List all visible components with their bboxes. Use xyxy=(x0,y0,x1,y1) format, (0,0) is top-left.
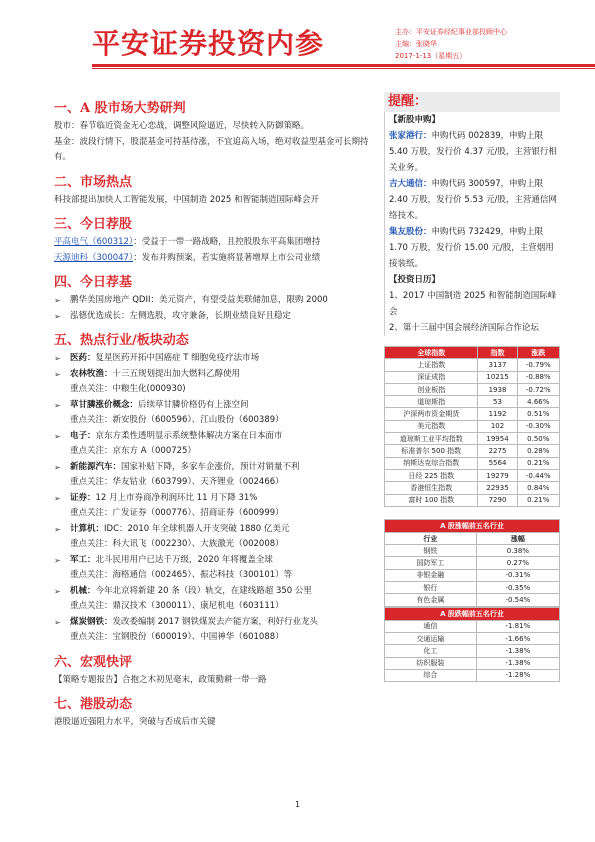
industry-item xyxy=(54,584,379,600)
table-row xyxy=(385,645,560,657)
table-cell: 0.50% xyxy=(517,433,559,445)
industry-item xyxy=(54,460,379,476)
table-cell: 1192 xyxy=(478,408,517,420)
industry-tag: 计算机： xyxy=(70,523,105,534)
table-cell: 0.84% xyxy=(517,482,559,494)
industry-focus: 重点关注：中粮生化(000930) xyxy=(70,384,186,394)
table-cell: -0.35% xyxy=(476,582,559,594)
table-cell: 香港恒生指数 xyxy=(385,482,478,494)
table-cell: 10215 xyxy=(478,371,517,383)
stock-link[interactable]: 天源迪科（300047） xyxy=(54,252,134,263)
industry-list xyxy=(54,351,379,646)
table-row xyxy=(385,569,560,581)
table-cell: 4.66% xyxy=(517,396,559,408)
calendar-list xyxy=(389,288,560,336)
table-cell: 5564 xyxy=(478,457,517,469)
table-row xyxy=(385,669,560,681)
industry-text: 今年北京将新建 20 条（段）轨交，在建线路超 350 公里 xyxy=(95,585,312,596)
table-header: 全球指数 xyxy=(385,347,478,359)
table-cell: 通信 xyxy=(385,620,477,632)
table-cell: 19954 xyxy=(478,433,517,445)
ipo-text: 申购代码 732429，申购上限 1.70 万股，发行价 15.00 元/股，主营烟用接装纸。 xyxy=(389,227,554,269)
table-cell: -0.31% xyxy=(476,569,559,581)
calendar-title: 【投资日历】 xyxy=(389,275,441,285)
table-row xyxy=(385,383,560,395)
industry-text: IDC：2010 年全球机器人开支突破 1880 亿美元 xyxy=(104,523,290,534)
table-cell: -1.38% xyxy=(476,657,559,669)
table-cell: 富时 100 指数 xyxy=(385,494,478,506)
table-row xyxy=(385,557,560,569)
table-header: 涨跌 xyxy=(517,347,559,359)
table-row xyxy=(385,582,560,594)
table-row xyxy=(385,632,560,644)
table-row xyxy=(385,457,560,469)
table-cell: 国防军工 xyxy=(385,557,477,569)
table-cell: 上证指数 xyxy=(385,359,478,371)
tips-box xyxy=(384,112,560,336)
macro-text: 【策略专题报告】合抱之木初见毫末，政策勤耕一带一路 xyxy=(54,674,267,685)
table-cell: 19279 xyxy=(478,469,517,481)
industry-item xyxy=(54,522,379,538)
industry-tag: 农林牧渔： xyxy=(70,368,113,379)
table-row xyxy=(385,396,560,408)
author-line: 主编：张晓华 xyxy=(395,40,437,48)
table-cell: 日经 225 指数 xyxy=(385,469,478,481)
table-cell: 沪深两市资金期货 xyxy=(385,408,478,420)
table-row xyxy=(385,482,560,494)
table-cell: 102 xyxy=(478,420,517,432)
table-cell: 0.51% xyxy=(517,408,559,420)
section-title: 七、港股动态 xyxy=(54,697,133,712)
industry-item xyxy=(54,615,379,631)
industry-text: 十三五规划提出加大燃料乙醇使用 xyxy=(112,368,241,379)
table-cell: -0.30% xyxy=(517,420,559,432)
table-row xyxy=(385,657,560,669)
table-cell: 深证成指 xyxy=(385,371,478,383)
industry-focus: 重点关注：广发证券（000776）、招商证券（600999） xyxy=(70,508,284,518)
stock-rec: 天源迪科（300047）：发布并购预案，若实施将显著增厚上市公司业绩 xyxy=(54,252,321,263)
table-cell: 有色金属 xyxy=(385,594,477,606)
table-cell: 钢铁 xyxy=(385,545,477,557)
calendar-item: 1、2017 中国制造 2025 和智能制造国际峰会 xyxy=(389,291,557,317)
industry-focus: 重点关注：宝钢股份（600019）、中国神华（601088） xyxy=(70,632,284,642)
ipo-name: 集友股份： xyxy=(389,227,432,237)
table-cell: 3137 xyxy=(478,359,517,371)
ipo-title: 【新股申购】 xyxy=(389,115,441,125)
table-cell: 纺织服装 xyxy=(385,657,477,669)
ipo-text: 申购代码 300597，申购上限 2.40 万股，发行价 5.53 元/股，主营通信网络技术。 xyxy=(389,179,557,221)
table-cell: 0.21% xyxy=(517,494,559,506)
industry-tag: 新能源汽车： xyxy=(70,461,122,472)
table-header: 指数 xyxy=(478,347,517,359)
industry-item xyxy=(54,491,379,507)
table-caption: A 股跌幅前五名行业 xyxy=(385,607,560,620)
table-row xyxy=(385,469,560,481)
date-line: 2017-1-13（星期五） xyxy=(395,52,467,60)
industry-focus: 重点关注：科大讯飞（002230）、大族激光（002008） xyxy=(70,539,284,549)
ipo-item xyxy=(389,176,560,224)
table-row xyxy=(385,445,560,457)
table-cell: 化工 xyxy=(385,645,477,657)
table-cell: 美元指数 xyxy=(385,420,478,432)
global-index-table xyxy=(384,346,560,507)
table-cell: 交通运输 xyxy=(385,632,477,644)
industry-focus: 重点关注：鼎汉技术（300011）、康尼机电（603111） xyxy=(70,601,284,611)
industry-text: 国家补贴下降，多家车企涨价，预计对销量不利 xyxy=(121,461,300,472)
table-cell: -0.54% xyxy=(476,594,559,606)
industry-focus: 重点关注：华友钴业（603799）、天齐锂业（002466） xyxy=(70,477,284,487)
table-row xyxy=(385,359,560,371)
table-cell: 1938 xyxy=(478,383,517,395)
ipo-item xyxy=(389,128,560,176)
top-up-table xyxy=(384,519,560,607)
masthead xyxy=(70,18,540,70)
table-cell: 银行 xyxy=(385,582,477,594)
section-title: 五、热点行业/板块动态 xyxy=(54,333,189,348)
ipo-item xyxy=(389,224,560,272)
stock-link[interactable]: 平高电气（600312） xyxy=(54,237,134,247)
hk-text: 港股逼近强阻力水平，突破与否成后市关键 xyxy=(54,717,216,727)
market-stock: 股市：春节临近资金无心恋战，调整风险逼近，尽快转入防御策略。 xyxy=(54,121,310,131)
table-cell: 纳斯达克综合指数 xyxy=(385,457,478,469)
industry-text: 北斗民用用户已达千万级，2020 年将覆盖全球 xyxy=(95,554,273,565)
section-title: 三、今日荐股 xyxy=(54,217,133,232)
page-number: 1 xyxy=(294,800,301,809)
industry-item xyxy=(54,429,379,445)
hotspot-text: 科技部提出加快人工智能发展，中国制造 2025 和智能制造国际峰会开 xyxy=(54,194,320,205)
industry-item xyxy=(54,553,379,569)
industry-tag: 医药： xyxy=(70,353,96,363)
table-cell: -0.79% xyxy=(517,359,559,371)
table-cell: -1.28% xyxy=(476,669,559,681)
industry-focus: 重点关注：京东方 A（000725） xyxy=(70,446,196,456)
ipo-list xyxy=(389,128,560,272)
editor-line: 主办：平安证券经纪事业部投顾中心 xyxy=(395,28,507,36)
table-row xyxy=(385,408,560,420)
table-row xyxy=(385,420,560,432)
table-header: 行业 xyxy=(385,532,477,544)
fund-rec: ➢ 泓德优选成长：左侧选股，攻守兼备，长期业绩良好且稳定 xyxy=(54,309,379,325)
table-cell: 非银金融 xyxy=(385,569,477,581)
table-row xyxy=(385,594,560,606)
table-cell: 创业板指 xyxy=(385,383,478,395)
table-cell: 道琼斯指 xyxy=(385,396,478,408)
section-title: 一、A 股市场大势研判 xyxy=(54,101,186,116)
industry-text: 发改委编制 2017 钢铁煤炭去产能方案，利好行业龙头 xyxy=(112,616,319,627)
industry-text: 后续草甘膦价格仍有上涨空间 xyxy=(138,399,249,410)
table-cell: 0.28% xyxy=(517,445,559,457)
industry-item xyxy=(54,351,379,367)
industry-tag: 煤炭钢铁： xyxy=(70,616,113,627)
industry-tag: 草甘膦涨价概念： xyxy=(70,399,139,410)
table-row xyxy=(385,433,560,445)
table-row xyxy=(385,545,560,557)
table-caption: A 股涨幅前五名行业 xyxy=(385,519,560,532)
industry-focus: 重点关注：海格通信（002465）、振芯科技（300101）等 xyxy=(70,570,293,580)
industry-item xyxy=(54,367,379,383)
ipo-text: 申购代码 002839，申购上限 5.40 万股，发行价 4.37 元/股，主营银行相关业务。 xyxy=(389,131,557,173)
industry-tag: 证券： xyxy=(70,492,96,503)
table-cell: -1.81% xyxy=(476,620,559,632)
table-row xyxy=(385,371,560,383)
industry-text: 12 月上市券商净利润环比 11 月下降 31% xyxy=(95,492,258,503)
table-row xyxy=(385,494,560,506)
table-cell: 53 xyxy=(478,396,517,408)
header-rule-thin xyxy=(92,68,595,69)
table-cell: -1.38% xyxy=(476,645,559,657)
calendar-item: 2、第十三届中国会展经济国际合作论坛 xyxy=(389,323,539,333)
section-title: 六、宏观快评 xyxy=(54,654,133,670)
table-cell: 道琼斯工业平均指数 xyxy=(385,433,478,445)
main-column xyxy=(54,92,379,731)
table-header: 涨幅 xyxy=(476,532,559,544)
page-title: 平安证券投资内参 xyxy=(92,27,325,60)
tips-title: 提醒： xyxy=(384,92,560,112)
table-cell: 2275 xyxy=(478,445,517,457)
industry-tag: 电子： xyxy=(70,430,96,441)
ipo-name: 吉大通信： xyxy=(389,179,432,189)
table-cell: 综合 xyxy=(385,669,477,681)
industry-text: 京东方柔性透明显示系统整体解决方案在日本面市 xyxy=(95,430,283,441)
table-cell: -1.66% xyxy=(476,632,559,644)
table-cell: -0.88% xyxy=(517,371,559,383)
table-cell: 0.21% xyxy=(517,457,559,469)
table-cell: -0.44% xyxy=(517,469,559,481)
table-cell: 22935 xyxy=(478,482,517,494)
table-cell: 0.27% xyxy=(476,557,559,569)
section-title: 二、市场热点 xyxy=(54,174,133,190)
table-cell: 标准普尔 500 指数 xyxy=(385,445,478,457)
top-down-table xyxy=(384,607,560,682)
table-row xyxy=(385,620,560,632)
masthead-meta xyxy=(395,26,507,62)
ipo-name: 张家港行： xyxy=(389,131,432,141)
fund-rec: ➢ 鹏华美国房地产 QDII：美元资产，有望受益美联储加息，限购 2000 xyxy=(54,293,379,309)
section-title: 四、今日荐基 xyxy=(54,275,133,290)
sidebar xyxy=(384,92,560,682)
table-cell: 7290 xyxy=(478,494,517,506)
industry-tag: 机械： xyxy=(70,585,96,596)
market-fund: 基金：波段行情下，股混基金可持基待涨，不宜追高入场，绝对收益型基金可长期持有。 xyxy=(54,136,369,162)
table-cell: -0.72% xyxy=(517,383,559,395)
industry-tag: 军工： xyxy=(70,554,96,565)
industry-item xyxy=(54,398,379,414)
industry-text: 复星医药开拓中国癌症 T 细胞免疫疗法市场 xyxy=(95,353,260,363)
table-cell: 0.38% xyxy=(476,545,559,557)
header-rule xyxy=(92,64,595,67)
stock-rec: 平高电气（600312）：受益于一带一路战略，且控股股东平高集团增持 xyxy=(54,237,321,247)
industry-focus: 重点关注：新安股份（600596）、江山股份（600389） xyxy=(70,415,284,425)
